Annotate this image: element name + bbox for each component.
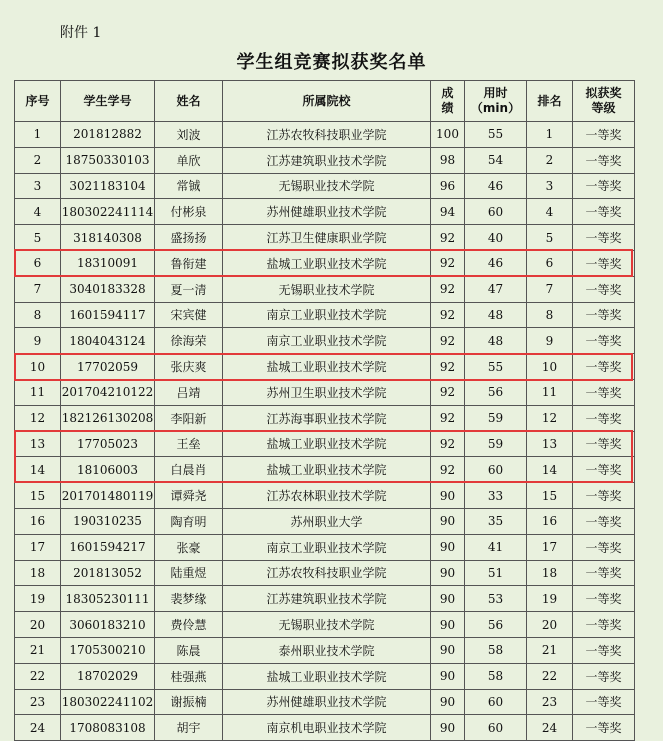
header-award-line2: 等级 [591,101,616,115]
cell-time: 40 [465,225,527,251]
cell-time: 53 [465,586,527,612]
table-row [15,354,635,380]
cell-award: 一等奖 [573,586,635,612]
cell-school: 盐城工业职业技术学院 [223,663,431,689]
cell-rank: 20 [527,612,573,638]
cell-seq: 16 [15,508,61,534]
cell-seq: 22 [15,663,61,689]
cell-seq: 17 [15,534,61,560]
header-seq: 序号 [15,81,61,122]
cell-award: 一等奖 [573,431,635,457]
cell-award: 一等奖 [573,173,635,199]
cell-score: 92 [431,457,465,483]
cell-score: 92 [431,302,465,328]
cell-score: 90 [431,689,465,715]
cell-name: 鲁衔建 [155,250,223,276]
cell-school: 无锡职业技术学院 [223,173,431,199]
cell-school: 南京工业职业技术学院 [223,328,431,354]
cell-time: 48 [465,328,527,354]
cell-time: 35 [465,508,527,534]
header-score-label: 成绩 [441,86,454,115]
cell-name: 付彬泉 [155,199,223,225]
table-row [15,302,635,328]
header-award-line1: 拟获奖 [585,86,622,100]
cell-time: 56 [465,379,527,405]
cell-name: 陶育明 [155,508,223,534]
cell-score: 92 [431,379,465,405]
cell-time: 60 [465,689,527,715]
cell-rank: 2 [527,147,573,173]
cell-award: 一等奖 [573,508,635,534]
table-row [15,379,635,405]
cell-time: 54 [465,147,527,173]
cell-school: 南京工业职业技术学院 [223,534,431,560]
table-row [15,457,635,483]
cell-name: 李阳新 [155,405,223,431]
cell-name: 徐海荣 [155,328,223,354]
table-row [15,173,635,199]
cell-name: 刘波 [155,122,223,148]
cell-rank: 24 [527,715,573,741]
cell-student-id: 18750330103 [61,147,155,173]
cell-student-id: 1601594217 [61,534,155,560]
cell-student-id: 180302241102 [61,689,155,715]
cell-seq: 9 [15,328,61,354]
header-student-id: 学生学号 [61,81,155,122]
cell-time: 60 [465,715,527,741]
cell-seq: 23 [15,689,61,715]
cell-award: 一等奖 [573,199,635,225]
header-time [465,81,527,122]
cell-seq: 3 [15,173,61,199]
cell-name: 裴梦缘 [155,586,223,612]
cell-score: 92 [431,276,465,302]
cell-seq: 6 [15,250,61,276]
table-row [15,250,635,276]
cell-name: 宋宾健 [155,302,223,328]
cell-rank: 1 [527,122,573,148]
cell-student-id: 201813052 [61,560,155,586]
header-score [431,81,465,122]
cell-student-id: 1601594117 [61,302,155,328]
cell-name: 费伶慧 [155,612,223,638]
cell-student-id: 201812882 [61,122,155,148]
cell-student-id: 190310235 [61,508,155,534]
cell-score: 92 [431,328,465,354]
cell-time: 60 [465,199,527,225]
cell-student-id: 18310091 [61,250,155,276]
cell-student-id: 182126130208 [61,405,155,431]
table-row [15,663,635,689]
cell-award: 一等奖 [573,250,635,276]
cell-award: 一等奖 [573,276,635,302]
table-row [15,147,635,173]
page-title: 学生组竞赛拟获奖名单 [236,52,427,73]
cell-time: 56 [465,612,527,638]
cell-rank: 17 [527,534,573,560]
cell-score: 90 [431,586,465,612]
cell-student-id: 1804043124 [61,328,155,354]
cell-score: 100 [431,122,465,148]
cell-rank: 14 [527,457,573,483]
cell-school: 盐城工业职业技术学院 [223,457,431,483]
cell-seq: 2 [15,147,61,173]
cell-student-id: 18305230111 [61,586,155,612]
table-row [15,199,635,225]
cell-seq: 5 [15,225,61,251]
header-school: 所属院校 [223,81,431,122]
header-name: 姓名 [155,81,223,122]
table-row [15,328,635,354]
table-row [15,586,635,612]
cell-time: 48 [465,302,527,328]
cell-seq: 11 [15,379,61,405]
cell-school: 江苏农牧科技职业学院 [223,122,431,148]
cell-rank: 22 [527,663,573,689]
cell-name: 吕靖 [155,379,223,405]
cell-name: 谢振楠 [155,689,223,715]
cell-student-id: 3060183210 [61,612,155,638]
cell-award: 一等奖 [573,405,635,431]
cell-seq: 14 [15,457,61,483]
cell-score: 90 [431,534,465,560]
cell-name: 盛扬扬 [155,225,223,251]
cell-name: 胡宇 [155,715,223,741]
cell-school: 南京工业职业技术学院 [223,302,431,328]
cell-award: 一等奖 [573,483,635,509]
cell-award: 一等奖 [573,354,635,380]
cell-score: 90 [431,637,465,663]
cell-rank: 5 [527,225,573,251]
cell-seq: 21 [15,637,61,663]
cell-award: 一等奖 [573,715,635,741]
cell-score: 92 [431,431,465,457]
cell-name: 陈晨 [155,637,223,663]
cell-seq: 8 [15,302,61,328]
cell-rank: 9 [527,328,573,354]
cell-score: 90 [431,560,465,586]
header-time-line2: （min） [470,101,521,115]
cell-rank: 6 [527,250,573,276]
cell-name: 单欣 [155,147,223,173]
cell-score: 92 [431,250,465,276]
cell-rank: 11 [527,379,573,405]
cell-time: 55 [465,122,527,148]
cell-school: 南京机电职业技术学院 [223,715,431,741]
cell-rank: 13 [527,431,573,457]
cell-student-id: 17702059 [61,354,155,380]
cell-award: 一等奖 [573,637,635,663]
cell-student-id: 18106003 [61,457,155,483]
cell-student-id: 3021183104 [61,173,155,199]
cell-student-id: 1705300210 [61,637,155,663]
cell-time: 59 [465,431,527,457]
table-row [15,612,635,638]
cell-time: 58 [465,637,527,663]
cell-student-id: 18702029 [61,663,155,689]
table-row [15,508,635,534]
cell-seq: 4 [15,199,61,225]
cell-time: 41 [465,534,527,560]
cell-time: 47 [465,276,527,302]
header-award [573,81,635,122]
cell-school: 江苏建筑职业技术学院 [223,586,431,612]
table-row [15,122,635,148]
table-row [15,431,635,457]
cell-name: 夏一清 [155,276,223,302]
cell-seq: 19 [15,586,61,612]
cell-student-id: 318140308 [61,225,155,251]
cell-award: 一等奖 [573,225,635,251]
cell-award: 一等奖 [573,328,635,354]
cell-school: 苏州健雄职业技术学院 [223,199,431,225]
cell-seq: 20 [15,612,61,638]
cell-score: 92 [431,354,465,380]
cell-rank: 3 [527,173,573,199]
cell-score: 94 [431,199,465,225]
cell-award: 一等奖 [573,663,635,689]
table-row [15,225,635,251]
cell-rank: 19 [527,586,573,612]
table-row [15,715,635,741]
cell-school: 江苏农林职业技术学院 [223,483,431,509]
cell-name: 王垒 [155,431,223,457]
cell-award: 一等奖 [573,612,635,638]
cell-name: 张豪 [155,534,223,560]
table-row [15,483,635,509]
cell-name: 张庆爽 [155,354,223,380]
cell-seq: 7 [15,276,61,302]
cell-school: 无锡职业技术学院 [223,276,431,302]
cell-award: 一等奖 [573,147,635,173]
cell-student-id: 180302241114 [61,199,155,225]
cell-score: 92 [431,225,465,251]
cell-name: 常铖 [155,173,223,199]
table-row [15,276,635,302]
cell-time: 55 [465,354,527,380]
cell-score: 96 [431,173,465,199]
table-row [15,405,635,431]
cell-rank: 12 [527,405,573,431]
cell-seq: 15 [15,483,61,509]
cell-name: 桂强燕 [155,663,223,689]
table-row [15,534,635,560]
table-row [15,560,635,586]
cell-seq: 24 [15,715,61,741]
cell-score: 90 [431,715,465,741]
table-row [15,689,635,715]
cell-name: 陆重煜 [155,560,223,586]
cell-score: 98 [431,147,465,173]
cell-student-id: 3040183328 [61,276,155,302]
cell-school: 江苏农牧科技职业学院 [223,560,431,586]
cell-score: 90 [431,508,465,534]
cell-name: 谭舜尧 [155,483,223,509]
cell-seq: 13 [15,431,61,457]
cell-rank: 7 [527,276,573,302]
cell-award: 一等奖 [573,302,635,328]
cell-school: 苏州职业大学 [223,508,431,534]
cell-school: 苏州卫生职业技术学院 [223,379,431,405]
cell-school: 江苏海事职业技术学院 [223,405,431,431]
cell-student-id: 1708083108 [61,715,155,741]
cell-rank: 4 [527,199,573,225]
cell-name: 白晨肖 [155,457,223,483]
cell-time: 58 [465,663,527,689]
cell-school: 江苏卫生健康职业学院 [223,225,431,251]
cell-school: 盐城工业职业技术学院 [223,250,431,276]
cell-rank: 18 [527,560,573,586]
cell-school: 苏州健雄职业技术学院 [223,689,431,715]
header-rank: 排名 [527,81,573,122]
cell-rank: 21 [527,637,573,663]
table-header-row [15,81,635,122]
cell-seq: 1 [15,122,61,148]
cell-school: 盐城工业职业技术学院 [223,431,431,457]
table-row [15,637,635,663]
cell-rank: 8 [527,302,573,328]
cell-student-id: 201704210122 [61,379,155,405]
cell-time: 59 [465,405,527,431]
cell-student-id: 17705023 [61,431,155,457]
header-time-line1: 用时 [483,86,508,100]
cell-award: 一等奖 [573,122,635,148]
cell-school: 盐城工业职业技术学院 [223,354,431,380]
cell-award: 一等奖 [573,379,635,405]
annex-label: 附件 1 [60,25,102,41]
cell-score: 92 [431,405,465,431]
cell-score: 90 [431,663,465,689]
cell-award: 一等奖 [573,457,635,483]
cell-award: 一等奖 [573,560,635,586]
cell-award: 一等奖 [573,689,635,715]
cell-rank: 16 [527,508,573,534]
cell-time: 51 [465,560,527,586]
results-table [14,80,635,741]
cell-award: 一等奖 [573,534,635,560]
cell-school: 无锡职业技术学院 [223,612,431,638]
cell-score: 90 [431,483,465,509]
cell-rank: 15 [527,483,573,509]
cell-seq: 12 [15,405,61,431]
cell-seq: 10 [15,354,61,380]
cell-school: 江苏建筑职业技术学院 [223,147,431,173]
cell-score: 90 [431,612,465,638]
cell-rank: 10 [527,354,573,380]
cell-time: 60 [465,457,527,483]
cell-rank: 23 [527,689,573,715]
cell-time: 46 [465,250,527,276]
cell-student-id: 201701480119 [61,483,155,509]
cell-time: 46 [465,173,527,199]
cell-school: 泰州职业技术学院 [223,637,431,663]
cell-seq: 18 [15,560,61,586]
cell-time: 33 [465,483,527,509]
